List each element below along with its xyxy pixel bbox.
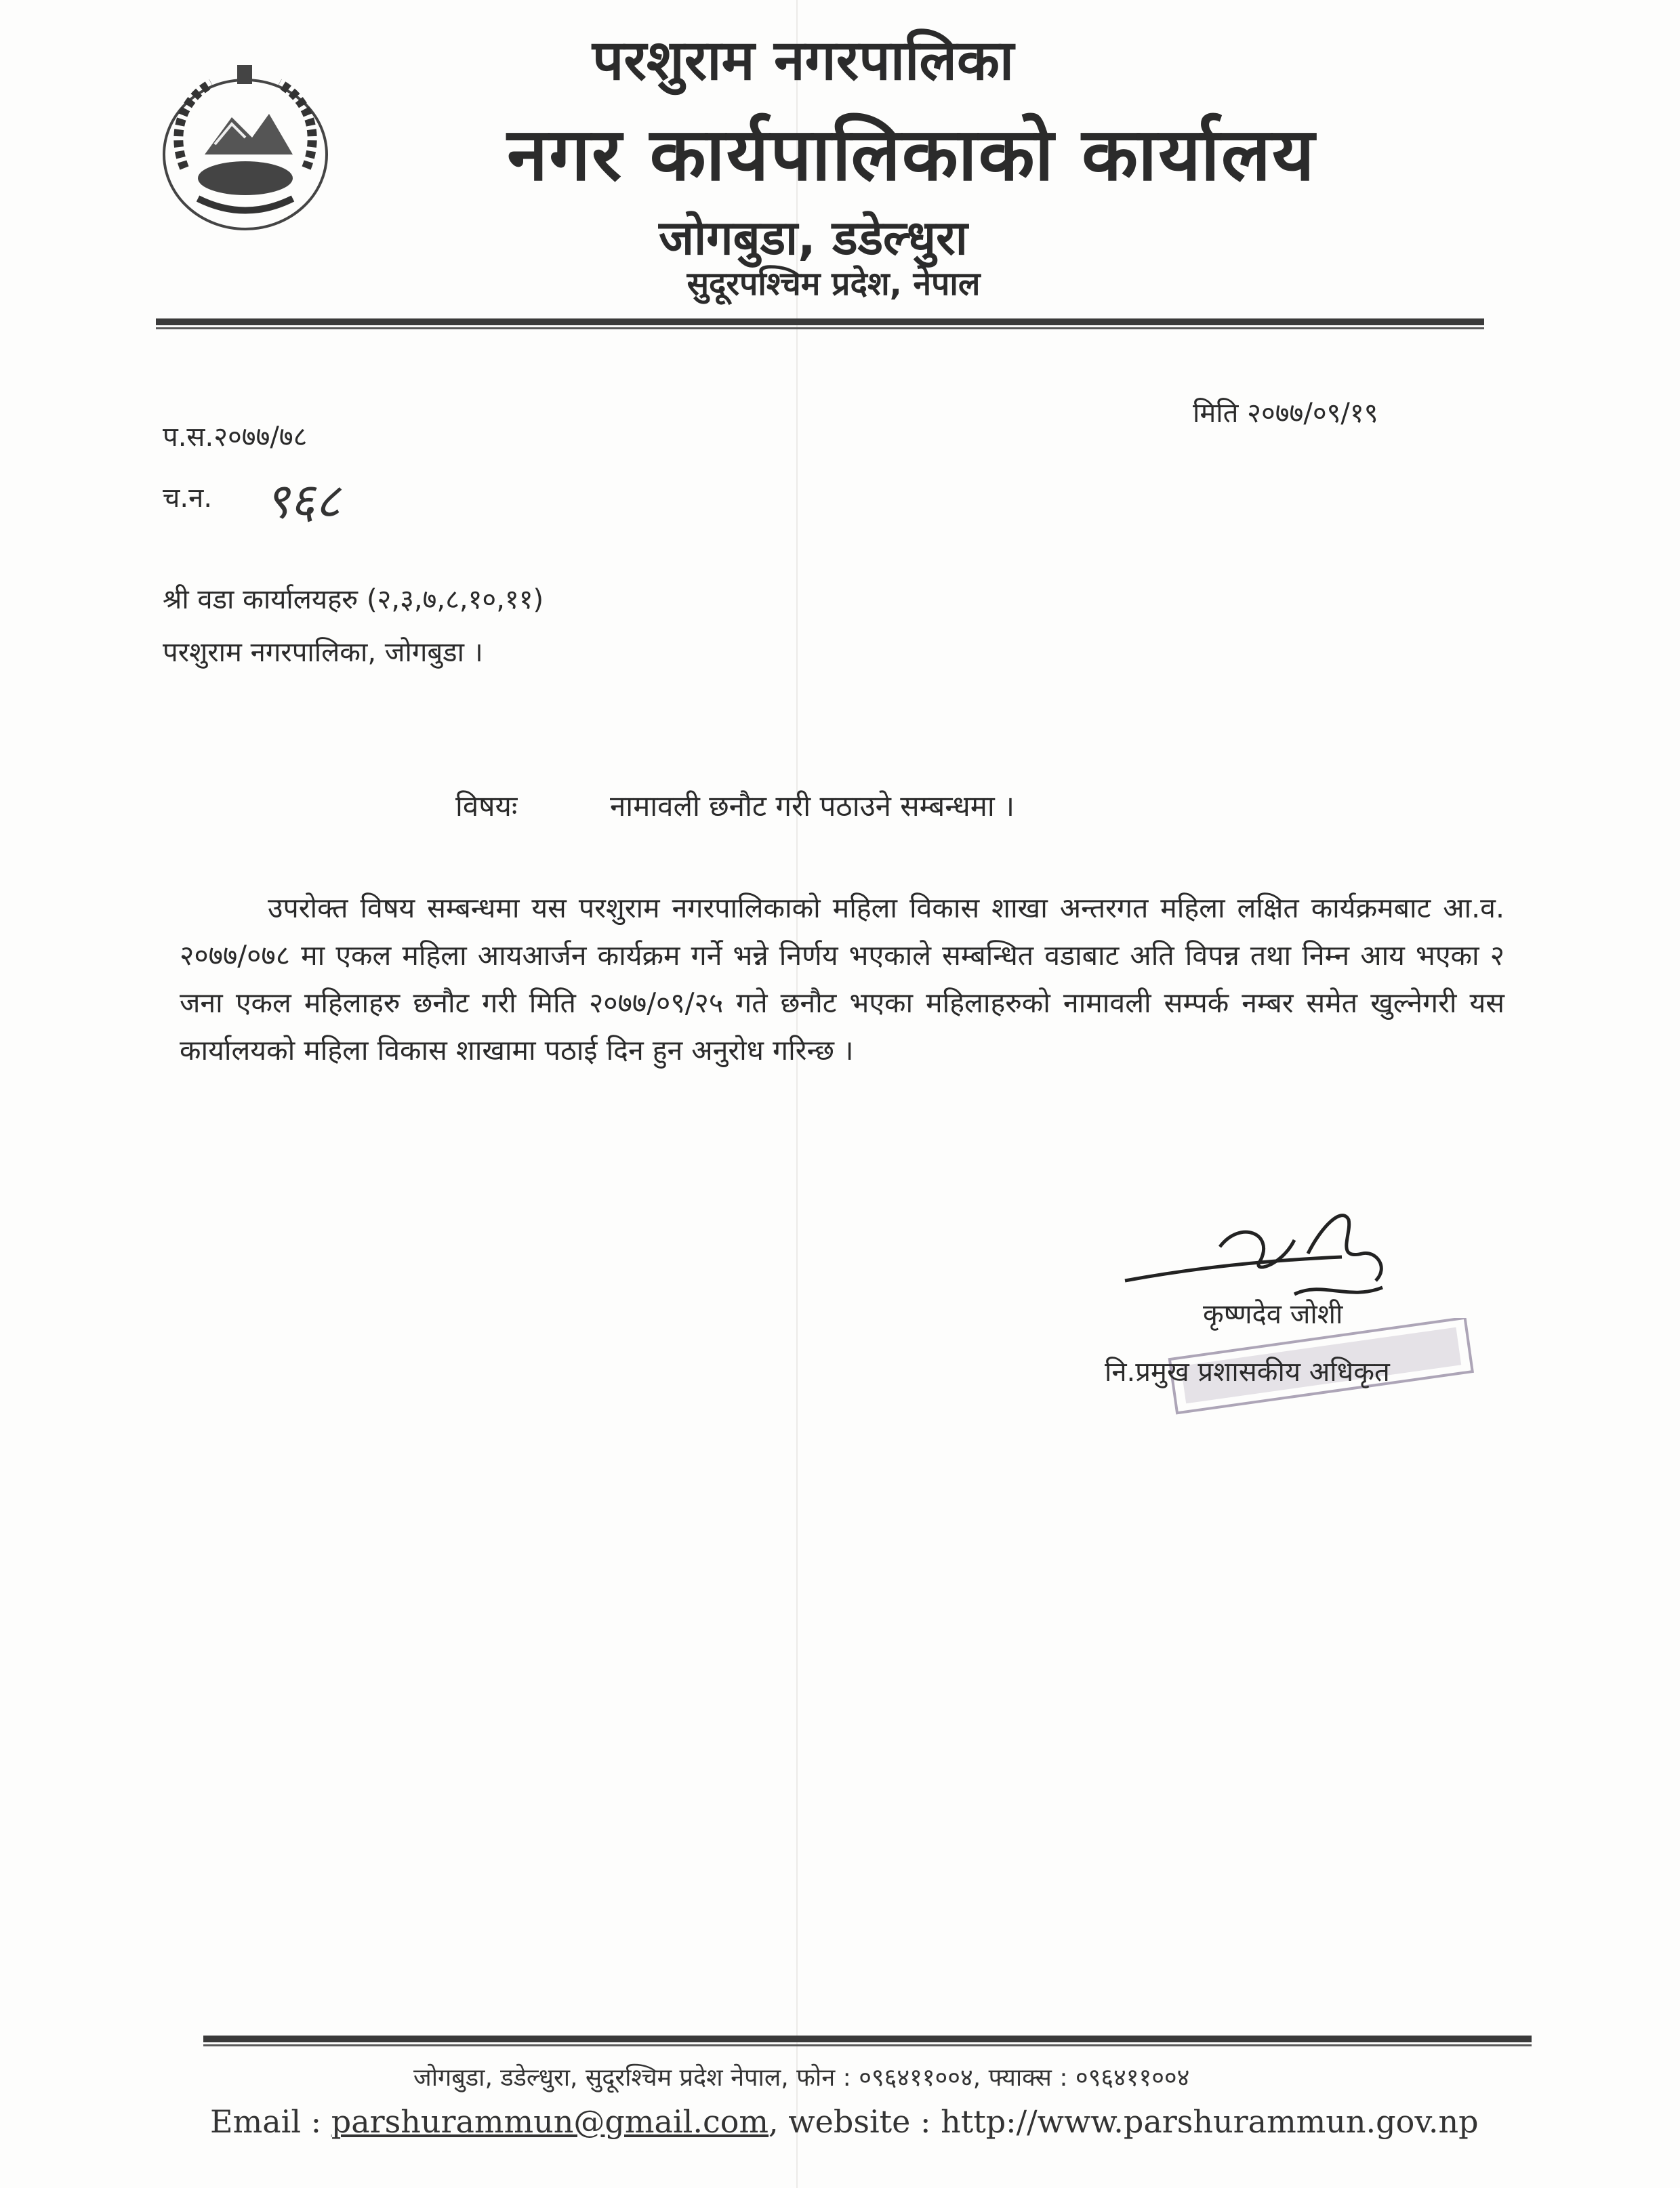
office-location: जोगबुडा, डडेल्धुरा — [659, 210, 968, 266]
recipient-line-1: श्री वडा कार्यालयहरु (२,३,७,८,१०,११) — [163, 584, 544, 615]
signatory-name: कृष्णदेव जोशी — [1203, 1299, 1343, 1330]
chalani-label: च.न. — [163, 482, 213, 514]
letter-body: उपरोक्त विषय सम्बन्धमा यस परशुराम नगरपालिकाको महिला विकास शाखा अन्तरगत महिला लक्षित कार्यक्रमबाट आ.व. २०७७/०७८ मा एकल महिला आयआर्जन कार्यक्रम गर्ने भन्ने निर्णय भएकाले सम्बन्धित वडाबाट अति विपन्न तथा निम्न आय भएका २ जना एकल महिलाहरु छनौट गरी मिति २०७७/०९/२५ गते छनौट भएका महिलाहरुको नामावली सम्पर्क नम्बर समेत खुल्नेगरी यस कार्यालयको महिला विकास शाखामा पठाई दिन हुन अनुरोध गरिन्छ । — [180, 892, 1504, 1067]
website-link[interactable]: http://www.parshurammun.gov.np — [941, 2103, 1479, 2140]
recipient-line-2: परशुराम नगरपालिका, जोगबुडा । — [163, 637, 483, 668]
office-province: सुदूरपश्चिम प्रदेश, नेपाल — [687, 265, 981, 303]
office-subtitle: नगर कार्यपालिकाको कार्यालय — [507, 112, 1316, 197]
email-label: Email : — [210, 2103, 331, 2140]
footer-address: जोगबुडा, डडेल्धुरा, सुदूरश्चिम प्रदेश नेपाल, फोन : ०९६४११००४, फ्याक्स : ०९६४११००४ — [413, 2064, 1190, 2092]
reference-number: प.स.२०७७/७८ — [163, 421, 308, 453]
header-divider-thin — [156, 327, 1484, 329]
office-name-title: परशुराम नगरपालिका — [592, 28, 1015, 93]
letter-date: मिति २०७७/०९/१९ — [1193, 398, 1378, 429]
subject-label: विषयः — [455, 789, 518, 823]
header-divider — [156, 318, 1484, 325]
chalani-number-handwritten: ९६८ — [264, 472, 341, 529]
email-link[interactable]: parshurammun@gmail.com — [331, 2103, 769, 2140]
footer-divider — [203, 2036, 1532, 2042]
footer-contact — [210, 2103, 1479, 2140]
website-label: , website : — [769, 2103, 941, 2140]
subject-text: नामावली छनौट गरी पठाउने सम्बन्धमा । — [610, 789, 1015, 823]
signatory-title: नि.प्रमुख प्रशासकीय अधिकृत — [1105, 1357, 1390, 1388]
nepal-emblem-logo — [144, 53, 347, 243]
footer-divider-thin — [203, 2044, 1532, 2046]
